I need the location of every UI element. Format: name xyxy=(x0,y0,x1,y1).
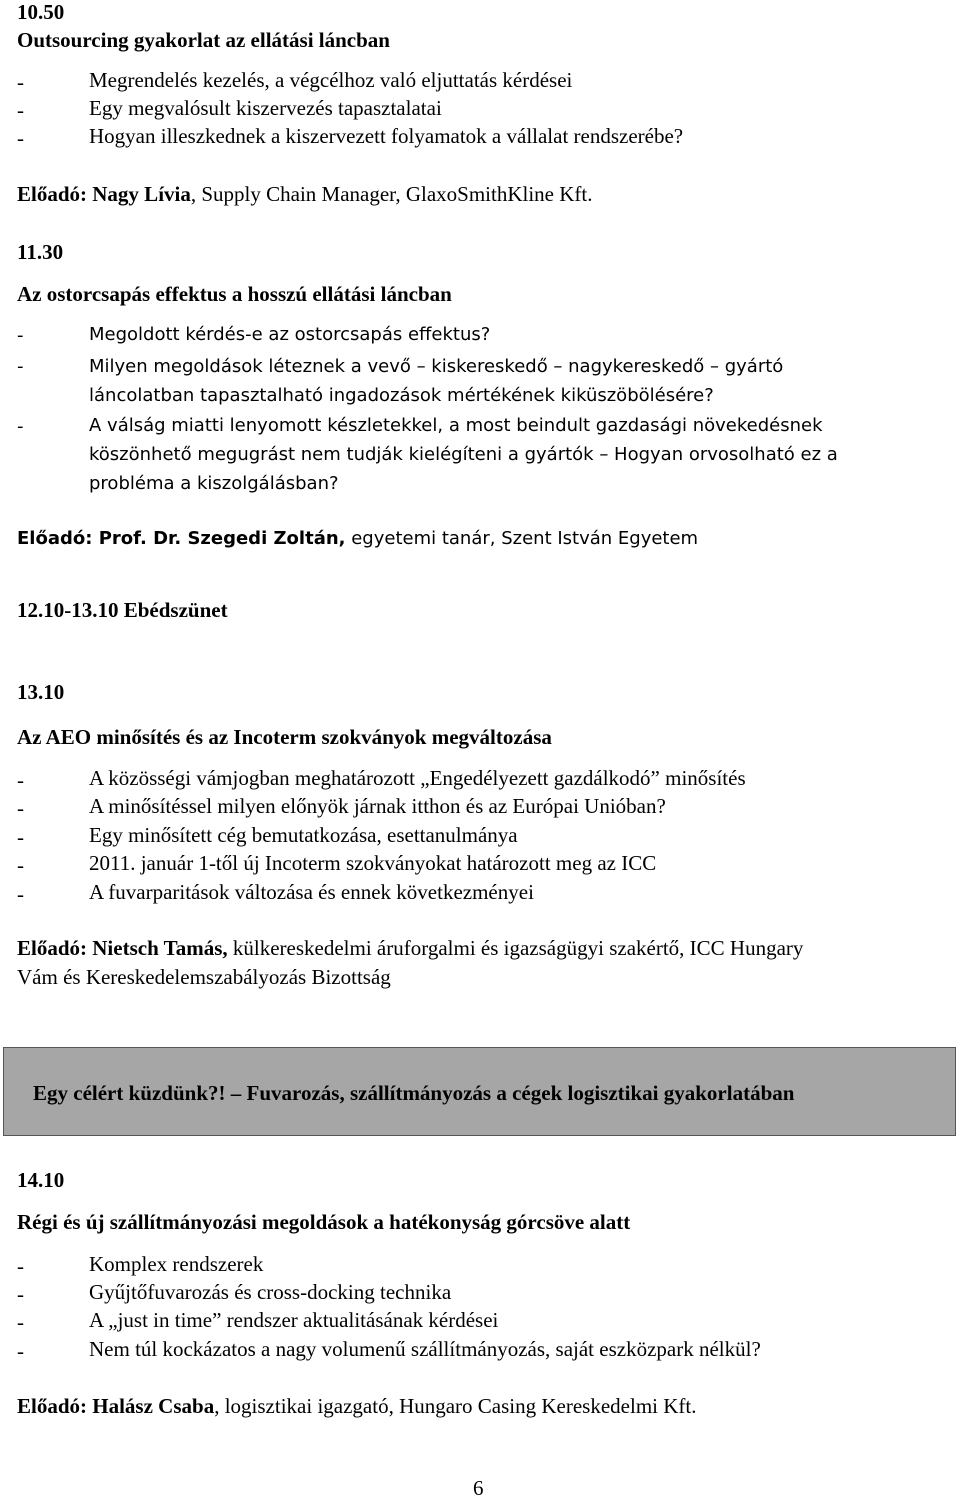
speaker-label: Előadó: Nietsch Tamás, xyxy=(17,936,228,960)
lunch-break: 12.10-13.10 Ebédszünet xyxy=(17,598,228,622)
list-item: Gyűjtőfuvarozás és cross-docking technika xyxy=(89,1280,452,1304)
session-title-aeo: Az AEO minősítés és az Incoterm szokványok megváltozása xyxy=(17,725,552,749)
list-bullet: - xyxy=(17,853,24,877)
list-bullet: - xyxy=(17,356,24,377)
list-item: Megoldott kérdés-e az ostorcsapás effektus? xyxy=(89,324,491,345)
list-item: Hogyan illeszkednek a kiszervezett folyamatok a vállalat rendszerébe? xyxy=(89,124,684,148)
list-bullet: - xyxy=(17,1254,24,1278)
speaker-label: Előadó: xyxy=(17,182,88,206)
list-bullet: - xyxy=(17,98,24,122)
list-bullet: - xyxy=(17,1339,24,1363)
list-item: Egy minősített cég bemutatkozása, esettanulmánya xyxy=(89,823,518,847)
list-bullet: - xyxy=(17,1282,24,1306)
list-item: A minősítéssel milyen előnyök járnak itthon és az Európai Unióban? xyxy=(89,794,666,818)
speaker-details: külkereskedelmi áruforgalmi és igazságügyi szakértő, ICC Hungary xyxy=(227,936,804,960)
list-bullet: - xyxy=(17,768,24,792)
speaker-details: egyetemi tanár, Szent István Egyetem xyxy=(345,528,699,549)
speaker-details: , logisztikai igazgató, Hungaro Casing Kereskedelmi Kft. xyxy=(214,1394,697,1418)
session-title-outsourcing: Outsourcing gyakorlat az ellátási láncban xyxy=(17,28,390,52)
list-item: Nem túl kockázatos a nagy volumenű szállítmányozás, saját eszközpark nélkül? xyxy=(89,1337,761,1361)
list-item: Megrendelés kezelés, a végcélhoz való eljuttatás kérdései xyxy=(89,68,573,92)
session-time-1310: 13.10 xyxy=(17,680,65,704)
list-item: A fuvarparitások változása és ennek következményei xyxy=(89,880,534,904)
speaker-label: Előadó: Prof. Dr. Szegedi Zoltán, xyxy=(17,528,346,549)
speaker-name: Nagy Lívia xyxy=(92,182,191,206)
speaker-line-2 xyxy=(17,530,698,548)
list-item-cont: probléma a kiszolgálásban? xyxy=(89,473,339,494)
session-title-bullwhip: Az ostorcsapás effektus a hosszú ellátási láncban xyxy=(17,282,452,306)
list-bullet: - xyxy=(17,796,24,820)
list-item: 2011. január 1-től új Incoterm szokványokat határozott meg az ICC xyxy=(89,851,657,875)
speaker-label: Előadó: Halász Csaba xyxy=(17,1394,215,1418)
list-item: A válság miatti lenyomott készletekkel, a most beindult gazdasági növekedésnek xyxy=(89,415,823,436)
speaker-line-1 xyxy=(17,184,592,205)
session-time-1410: 14.10 xyxy=(17,1168,65,1192)
list-item-cont: láncolatban tapasztalható ingadozások mértékének kiküszöbölésére? xyxy=(89,385,714,406)
list-item-cont: köszönhető megugrást nem tudják kielégíteni a gyártók – Hogyan orvosolható ez a xyxy=(89,444,838,465)
list-item: Komplex rendszerek xyxy=(89,1252,264,1276)
speaker-line-4 xyxy=(17,1396,697,1417)
list-item: Egy megvalósult kiszervezés tapasztalatai xyxy=(89,96,442,120)
session-time-1130: 11.30 xyxy=(17,240,64,264)
speaker-line-3-cont: Vám és Kereskedelemszabályozás Bizottság xyxy=(17,965,391,989)
session-time-1050: 10.50 xyxy=(17,0,65,24)
page-number: 6 xyxy=(473,1476,484,1500)
list-item: A közösségi vámjogban meghatározott „Engedélyezett gazdálkodó” minősítés xyxy=(89,766,746,790)
list-bullet: - xyxy=(17,325,24,346)
section-banner-title: Egy célért küzdünk?! – Fuvarozás, szállítmányozás a cégek logisztikai gyakorlatában xyxy=(33,1081,795,1105)
list-bullet: - xyxy=(17,70,24,94)
list-bullet: - xyxy=(17,882,24,906)
speaker-line-3 xyxy=(17,938,803,959)
list-item: Milyen megoldások léteznek a vevő – kiskereskedő – nagykereskedő – gyártó xyxy=(89,356,784,377)
list-bullet: - xyxy=(17,416,24,437)
list-bullet: - xyxy=(17,825,24,849)
list-bullet: - xyxy=(17,126,24,150)
list-item: A „just in time” rendszer aktualitásának kérdései xyxy=(89,1308,499,1332)
session-title-freight: Régi és új szállítmányozási megoldások a hatékonyság górcsöve alatt xyxy=(17,1210,631,1234)
speaker-details: , Supply Chain Manager, GlaxoSmithKline Kft. xyxy=(190,182,593,206)
list-bullet: - xyxy=(17,1310,24,1334)
